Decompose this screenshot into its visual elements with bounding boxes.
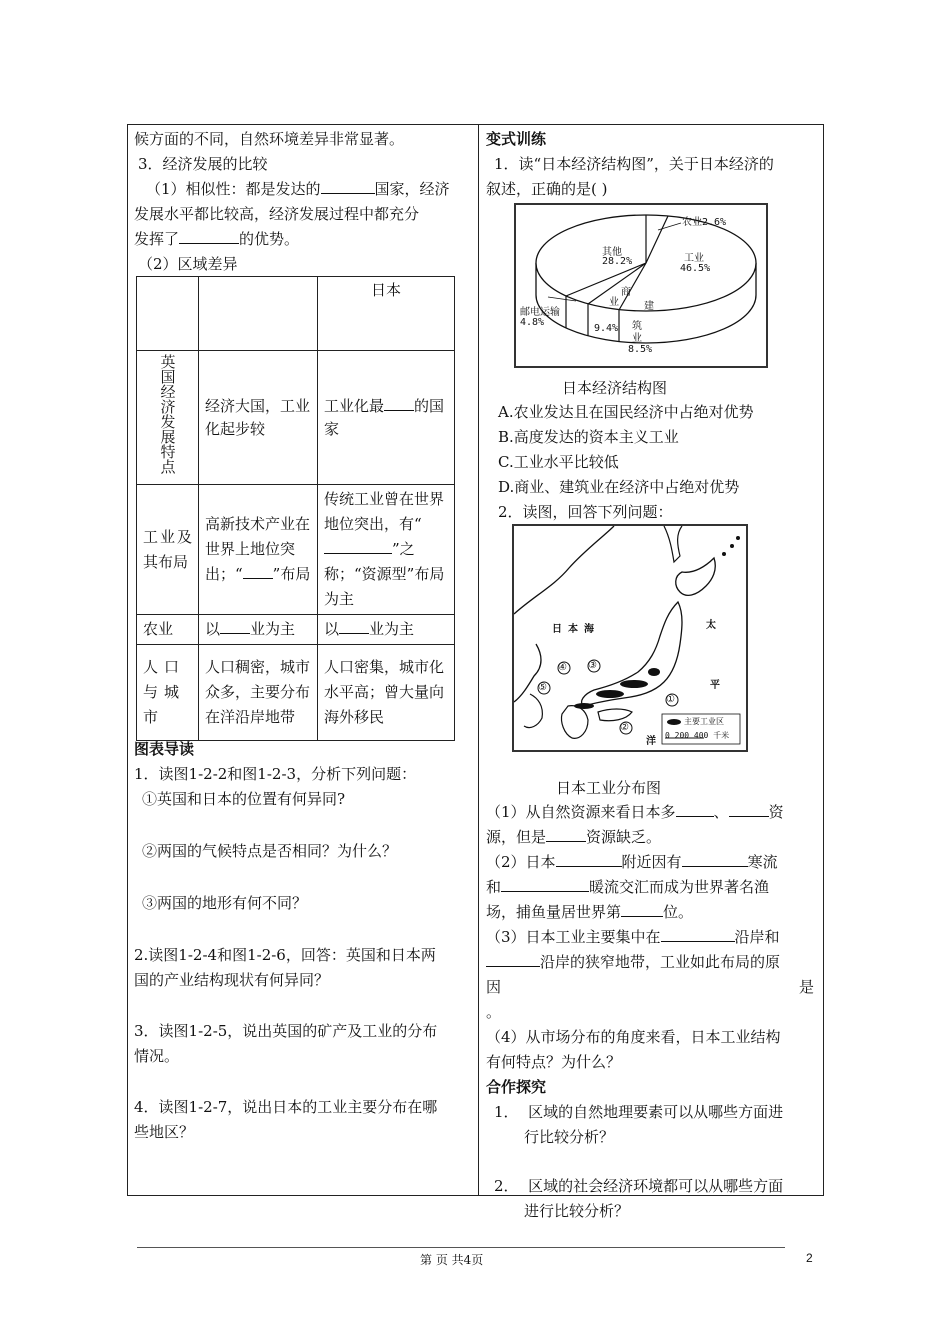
- map-label-sea: 日 本 海: [552, 624, 595, 635]
- map-marker-3: ③: [588, 660, 597, 671]
- guide-title: 图表导读: [134, 740, 195, 758]
- map-q4-line1: （4）从市场分布的角度来看，日本工业结构: [486, 1028, 781, 1046]
- option-c[interactable]: C.工业水平比较低: [498, 453, 619, 471]
- pie-label-industry: 工业: [684, 253, 704, 264]
- map-legend-label: 主要工业区: [684, 717, 724, 726]
- table-cell: 高新技术产业在世界上地位突出；“ ”布局: [199, 485, 318, 615]
- pie-label-other: 其他: [602, 247, 622, 258]
- table-cell: 以 业为主: [318, 615, 455, 645]
- table-row-label: 农业: [137, 615, 199, 645]
- guide-q1a: ①英国和日本的位置有何异同?: [142, 790, 346, 808]
- train-q2: 2．读图，回答下列问题：: [498, 503, 673, 521]
- table-japan-header: 日本: [318, 277, 455, 351]
- blank[interactable]: [324, 539, 392, 554]
- blank[interactable]: [321, 179, 375, 194]
- map-q3-line3: 因 是: [486, 978, 814, 996]
- guide-q2-line1: 2.读图1-2-4和图1-2-6，回答：英国和日本两: [134, 946, 436, 964]
- blank[interactable]: [384, 396, 414, 411]
- comparison-table: [136, 276, 455, 741]
- map-marker-5: ⑤: [538, 682, 547, 693]
- pie-label-industry-pct: 46.5%: [680, 263, 711, 274]
- guide-q3-line2: 情况。: [134, 1047, 180, 1065]
- map-q2-line3: 场，捕鱼量居世界第 位。: [486, 903, 694, 921]
- similarity-line-3: 发挥了 的优势。: [134, 230, 300, 248]
- table-row-label: 英国经济发展特点: [137, 351, 199, 485]
- map-label-ping: 平: [710, 680, 720, 691]
- diff-title: （2）区域差异: [138, 255, 238, 273]
- guide-q3-line1: 3．读图1-2-5，说出英国的矿产及工业的分布: [134, 1022, 438, 1040]
- train-q1-line2: 叙述，正确的是( ): [486, 180, 608, 198]
- guide-q1c: ③两国的地形有何不同？: [142, 894, 308, 912]
- pie-label-agriculture: 农业2.6%: [682, 217, 727, 228]
- coop-q1-line2: 行比较分析？: [524, 1128, 615, 1146]
- table-cell: 人口密集，城市化水平高；曾大量向海外移民: [318, 645, 455, 741]
- option-a[interactable]: A.农业发达且在国民经济中占绝对优势: [498, 403, 754, 421]
- blank[interactable]: [621, 902, 663, 917]
- blank[interactable]: [682, 852, 748, 867]
- table-cell: 经济大国，工业化起步较: [199, 351, 318, 485]
- pie-label-other-pct: 28.2%: [602, 256, 633, 267]
- guide-section: [134, 737, 474, 1145]
- table-cell: 以 业为主: [199, 615, 318, 645]
- guide-q4-line2: 些地区？: [134, 1123, 195, 1141]
- blank[interactable]: [556, 852, 622, 867]
- map-marker-4: ④: [558, 662, 567, 673]
- coop-q1-line1: 1． 区域的自然地理要素可以从哪些方面进: [494, 1103, 784, 1121]
- coop-q2-line1: 2． 区域的社会经济环境都可以从哪些方面: [494, 1177, 784, 1195]
- table-cell: 工业化最 的国家: [318, 351, 455, 485]
- pie-label-construction-3: 业: [632, 333, 642, 344]
- blank[interactable]: [220, 619, 250, 634]
- train-options: [486, 400, 822, 525]
- blank[interactable]: [179, 229, 239, 244]
- pie-caption: 日本经济结构图: [562, 379, 668, 397]
- table-cell: 人口稠密，城市众多，主要分布在洋沿岸地带: [199, 645, 318, 741]
- map-label-yang: 洋: [646, 736, 656, 747]
- option-b[interactable]: B.高度发达的资本主义工业: [498, 428, 679, 446]
- blank[interactable]: [243, 564, 273, 579]
- japan-map-figure: [512, 524, 748, 752]
- map-label-tai: 太: [706, 620, 716, 631]
- option-d[interactable]: D.商业、建筑业在经济中占绝对优势: [498, 478, 740, 496]
- train-q1-line1: 1．读“日本经济结构图”，关于日本经济的: [494, 155, 774, 173]
- table-corner-cell: [137, 277, 199, 351]
- similarity-line-1: （1）相似性：都是发达的 国家，经济: [146, 180, 450, 198]
- guide-q4-line1: 4．读图1-2-7，说出日本的工业主要分布在哪: [134, 1098, 438, 1116]
- map-q2-line1: （2）日本 附近因有 寒流: [486, 853, 778, 871]
- map-scale-label: 0 200 400 千米: [665, 731, 730, 740]
- pie-label-commerce-2: 商: [621, 287, 631, 298]
- section-3-title: 3．经济发展的比较: [138, 155, 268, 173]
- footer-page-number: 2: [806, 1251, 813, 1265]
- map-marker-2: ②: [620, 722, 629, 733]
- pie-label-construction-1: 建: [644, 301, 654, 312]
- table-uk-header: [199, 277, 318, 351]
- map-q2-line2: 和 暖流交汇而成为世界著名渔: [486, 878, 770, 896]
- train-title: 变式训练: [486, 130, 547, 148]
- pie-label-commerce-1: 业: [609, 297, 619, 308]
- table-row-label: 工业及其布局: [137, 485, 199, 615]
- column-divider: [478, 125, 479, 1195]
- map-q3-line4: 。: [486, 1003, 502, 1021]
- economy-pie-figure: [514, 203, 768, 368]
- pie-label-construction-pct: 8.5%: [628, 344, 653, 355]
- table-row-label: 人口与城市: [137, 645, 199, 741]
- blank[interactable]: [546, 827, 586, 842]
- blank[interactable]: [729, 802, 769, 817]
- map-questions: [486, 800, 822, 1224]
- right-column: [486, 127, 822, 202]
- map-q4-line2: 有何特点？为什么？: [486, 1053, 622, 1071]
- blank[interactable]: [501, 877, 589, 892]
- guide-q1: 1．读图1-2-2和图1-2-3，分析下列问题：: [134, 765, 417, 783]
- blank[interactable]: [339, 619, 369, 634]
- pie-label-construction-2: 筑: [632, 321, 642, 332]
- guide-q2-line2: 国的产业结构现状有何异同？: [134, 971, 330, 989]
- map-caption: 日本工业分布图: [556, 779, 662, 797]
- blank[interactable]: [661, 927, 735, 942]
- left-column: [134, 127, 474, 277]
- pie-label-transport-pct: 4.8%: [520, 317, 545, 328]
- left-line-1: 候方面的不同，自然环境差异非常显著。: [134, 130, 405, 148]
- guide-q1b: ②两国的气候特点是否相同？为什么？: [142, 842, 398, 860]
- blank[interactable]: [676, 802, 714, 817]
- map-q1-line1: （1）从自然资源来看日本多 、 资: [486, 803, 784, 821]
- coop-q2-line2: 进行比较分析？: [524, 1202, 630, 1220]
- footer-rule: [137, 1247, 785, 1248]
- pie-label-commerce-pct: 9.4%: [594, 323, 619, 334]
- map-q3-line2: 沿岸的狭窄地带，工业如此布局的原: [486, 950, 822, 975]
- map-q1-line2: 源，但是 资源缺乏。: [486, 828, 662, 846]
- content-frame: [127, 124, 824, 1220]
- pie-label-transport: 邮电运输: [520, 307, 560, 318]
- map-marker-1: ①: [666, 694, 675, 705]
- similarity-line-2: 发展水平都比较高，经济发展过程中都充分: [134, 205, 420, 223]
- map-q3-line1: （3）日本工业主要集中在 沿岸和: [486, 928, 780, 946]
- blank[interactable]: [486, 952, 540, 967]
- table-cell: 传统工业曾在世界地位突出，有“”之称；“资源型”布局为主: [318, 485, 455, 615]
- footer-page-text: 第 页 共4页: [420, 1253, 484, 1267]
- coop-title: 合作探究: [486, 1078, 547, 1096]
